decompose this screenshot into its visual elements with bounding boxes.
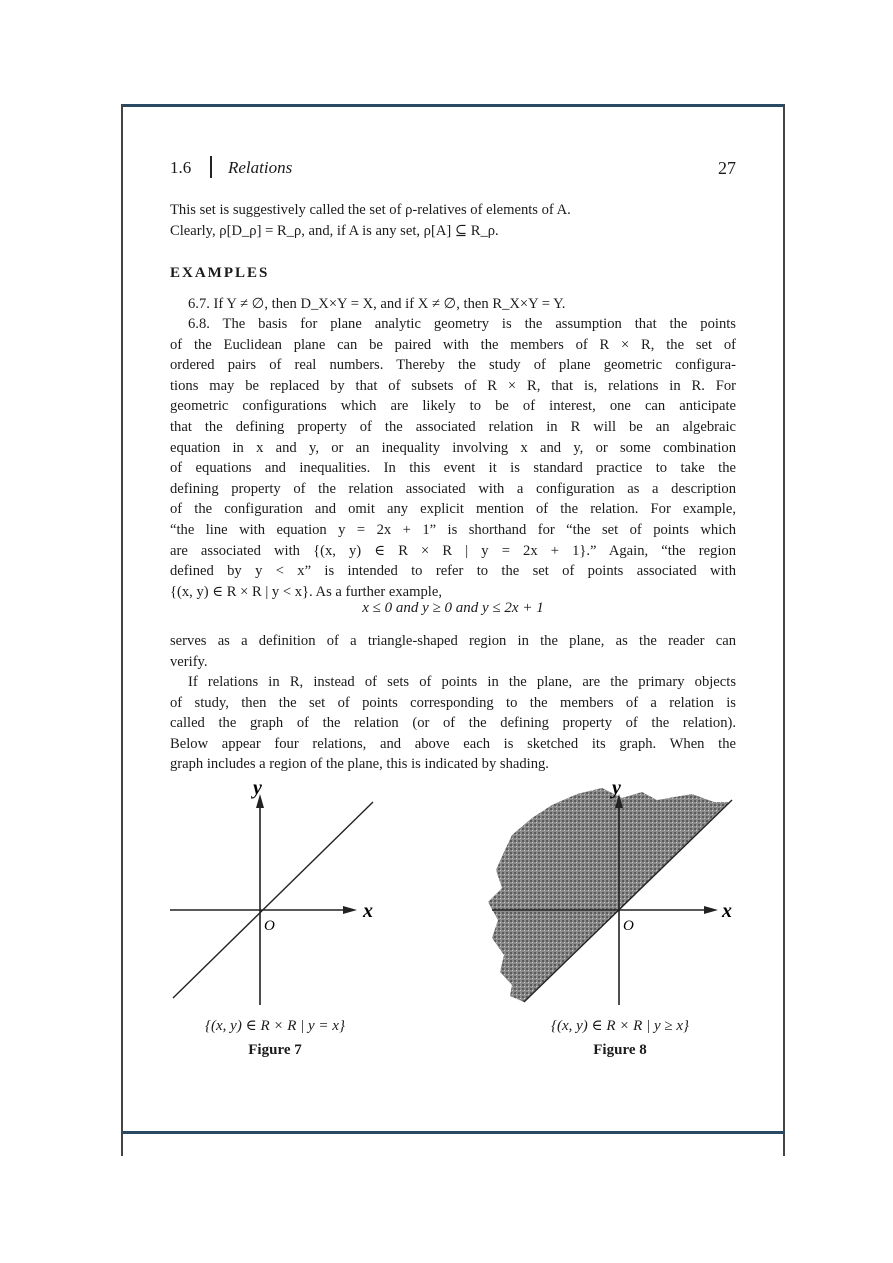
origin-label: O: [623, 918, 634, 934]
page-frame-bottom: [121, 1131, 785, 1134]
x-axis-label: x: [722, 900, 732, 922]
text-line: verify.: [170, 653, 208, 670]
text-line: 6.7. If Y ≠ ∅, then D_X×Y = X, and if X ≠ ∅, then R_X×Y = Y.: [188, 296, 566, 312]
figure-8-graph: [482, 780, 742, 1010]
origin-label: O: [264, 918, 275, 934]
section-number: 1.6: [170, 158, 192, 177]
section-title: Relations: [228, 158, 293, 177]
text-line: defining property of the relation associated with a configuration as a description: [170, 480, 736, 497]
y-axis-label: y: [612, 780, 621, 799]
text-line: serves as a definition of a triangle-shaped region in the plane, as the reader can: [170, 633, 736, 649]
text-line: If relations in R, instead of sets of points in the plane, are the primary objects: [188, 674, 736, 690]
figure-7-graph: [165, 780, 385, 1010]
shaded-region: [488, 788, 730, 1002]
after-display-paragraph: [170, 631, 736, 672]
text-line: of equations and inequalities. In this event it is standard practice to take the: [170, 460, 736, 477]
header-divider: [210, 156, 212, 178]
display-equation: x ≤ 0 and y ≥ 0 and y ≤ 2x + 1: [362, 600, 544, 616]
text-line: defined by y < x” is intended to refer to the set of points associated with: [170, 563, 736, 580]
text-line: ordered pairs of real numbers. Thereby the study of plane geometric configura-: [170, 357, 736, 374]
x-axis-arrow-icon: [343, 906, 357, 914]
example-6-8: [170, 314, 736, 602]
text-line: of the Euclidean plane can be paired with the members of R × R, the set of: [170, 336, 736, 353]
text-line: equation in x and y, or an inequality involving x and y, or some combination: [170, 439, 736, 456]
text-line: “the line with equation y = 2x + 1” is shorthand for “the set of points which: [170, 521, 736, 538]
text-line: called the graph of the relation (or of the defining property of the relation).: [170, 715, 736, 732]
text-line: of the configuration and omit any explicit mention of the relation. For example,: [170, 501, 736, 518]
x-axis-label: x: [363, 900, 373, 922]
text-line: graph includes a region of the plane, this is indicated by shading.: [170, 756, 549, 773]
page-frame-top: [121, 104, 785, 107]
figure-8-label: Figure 8: [593, 1042, 647, 1058]
y-axis-label: y: [253, 780, 262, 799]
page-number: 27: [718, 158, 736, 178]
closing-paragraph: [170, 672, 736, 775]
figure-7-relation: {(x, y) ∈ R × R | y = x}: [205, 1018, 345, 1034]
page-frame-left: [121, 104, 123, 1134]
text-line: {(x, y) ∈ R × R | y < x}. As a further example,: [170, 583, 442, 600]
figure-8-relation: {(x, y) ∈ R × R | y ≥ x}: [550, 1018, 690, 1034]
line-y-equals-x: [173, 802, 373, 998]
page-frame-stub-left: [121, 1134, 123, 1156]
text-line: are associated with {(x, y) ∈ R × R | y = 2x + 1}.” Again, “the region: [170, 542, 736, 559]
text-line: tions may be replaced by that of subsets of R × R, that is, relations in R. For: [170, 377, 736, 394]
text-line: that the defining property of the associated relation in R will be an algebraic: [170, 418, 736, 435]
text-line: 6.8. The basis for plane analytic geometry is the assumption that the points: [188, 316, 736, 332]
text-line: Clearly, ρ[D_ρ] = R_ρ, and, if A is any set, ρ[A] ⊆ R_ρ.: [170, 222, 499, 239]
text-line: This set is suggestively called the set of ρ-relatives of elements of A.: [170, 202, 571, 218]
text-line: of study, then the set of points corresponding to the members of a relation is: [170, 694, 736, 711]
page-frame-stub-right: [783, 1134, 785, 1156]
text-line: Below appear four relations, and above each is sketched its graph. When the: [170, 735, 736, 752]
intro-paragraph: [170, 200, 736, 241]
examples-heading: EXAMPLES: [170, 265, 270, 281]
text-line: geometric configurations which are likely to be of interest, one can anticipate: [170, 398, 736, 415]
page-frame-right: [783, 104, 785, 1134]
figure-7-label: Figure 7: [248, 1042, 302, 1058]
x-axis-arrow-icon: [704, 906, 718, 914]
example-6-7: [170, 294, 736, 315]
